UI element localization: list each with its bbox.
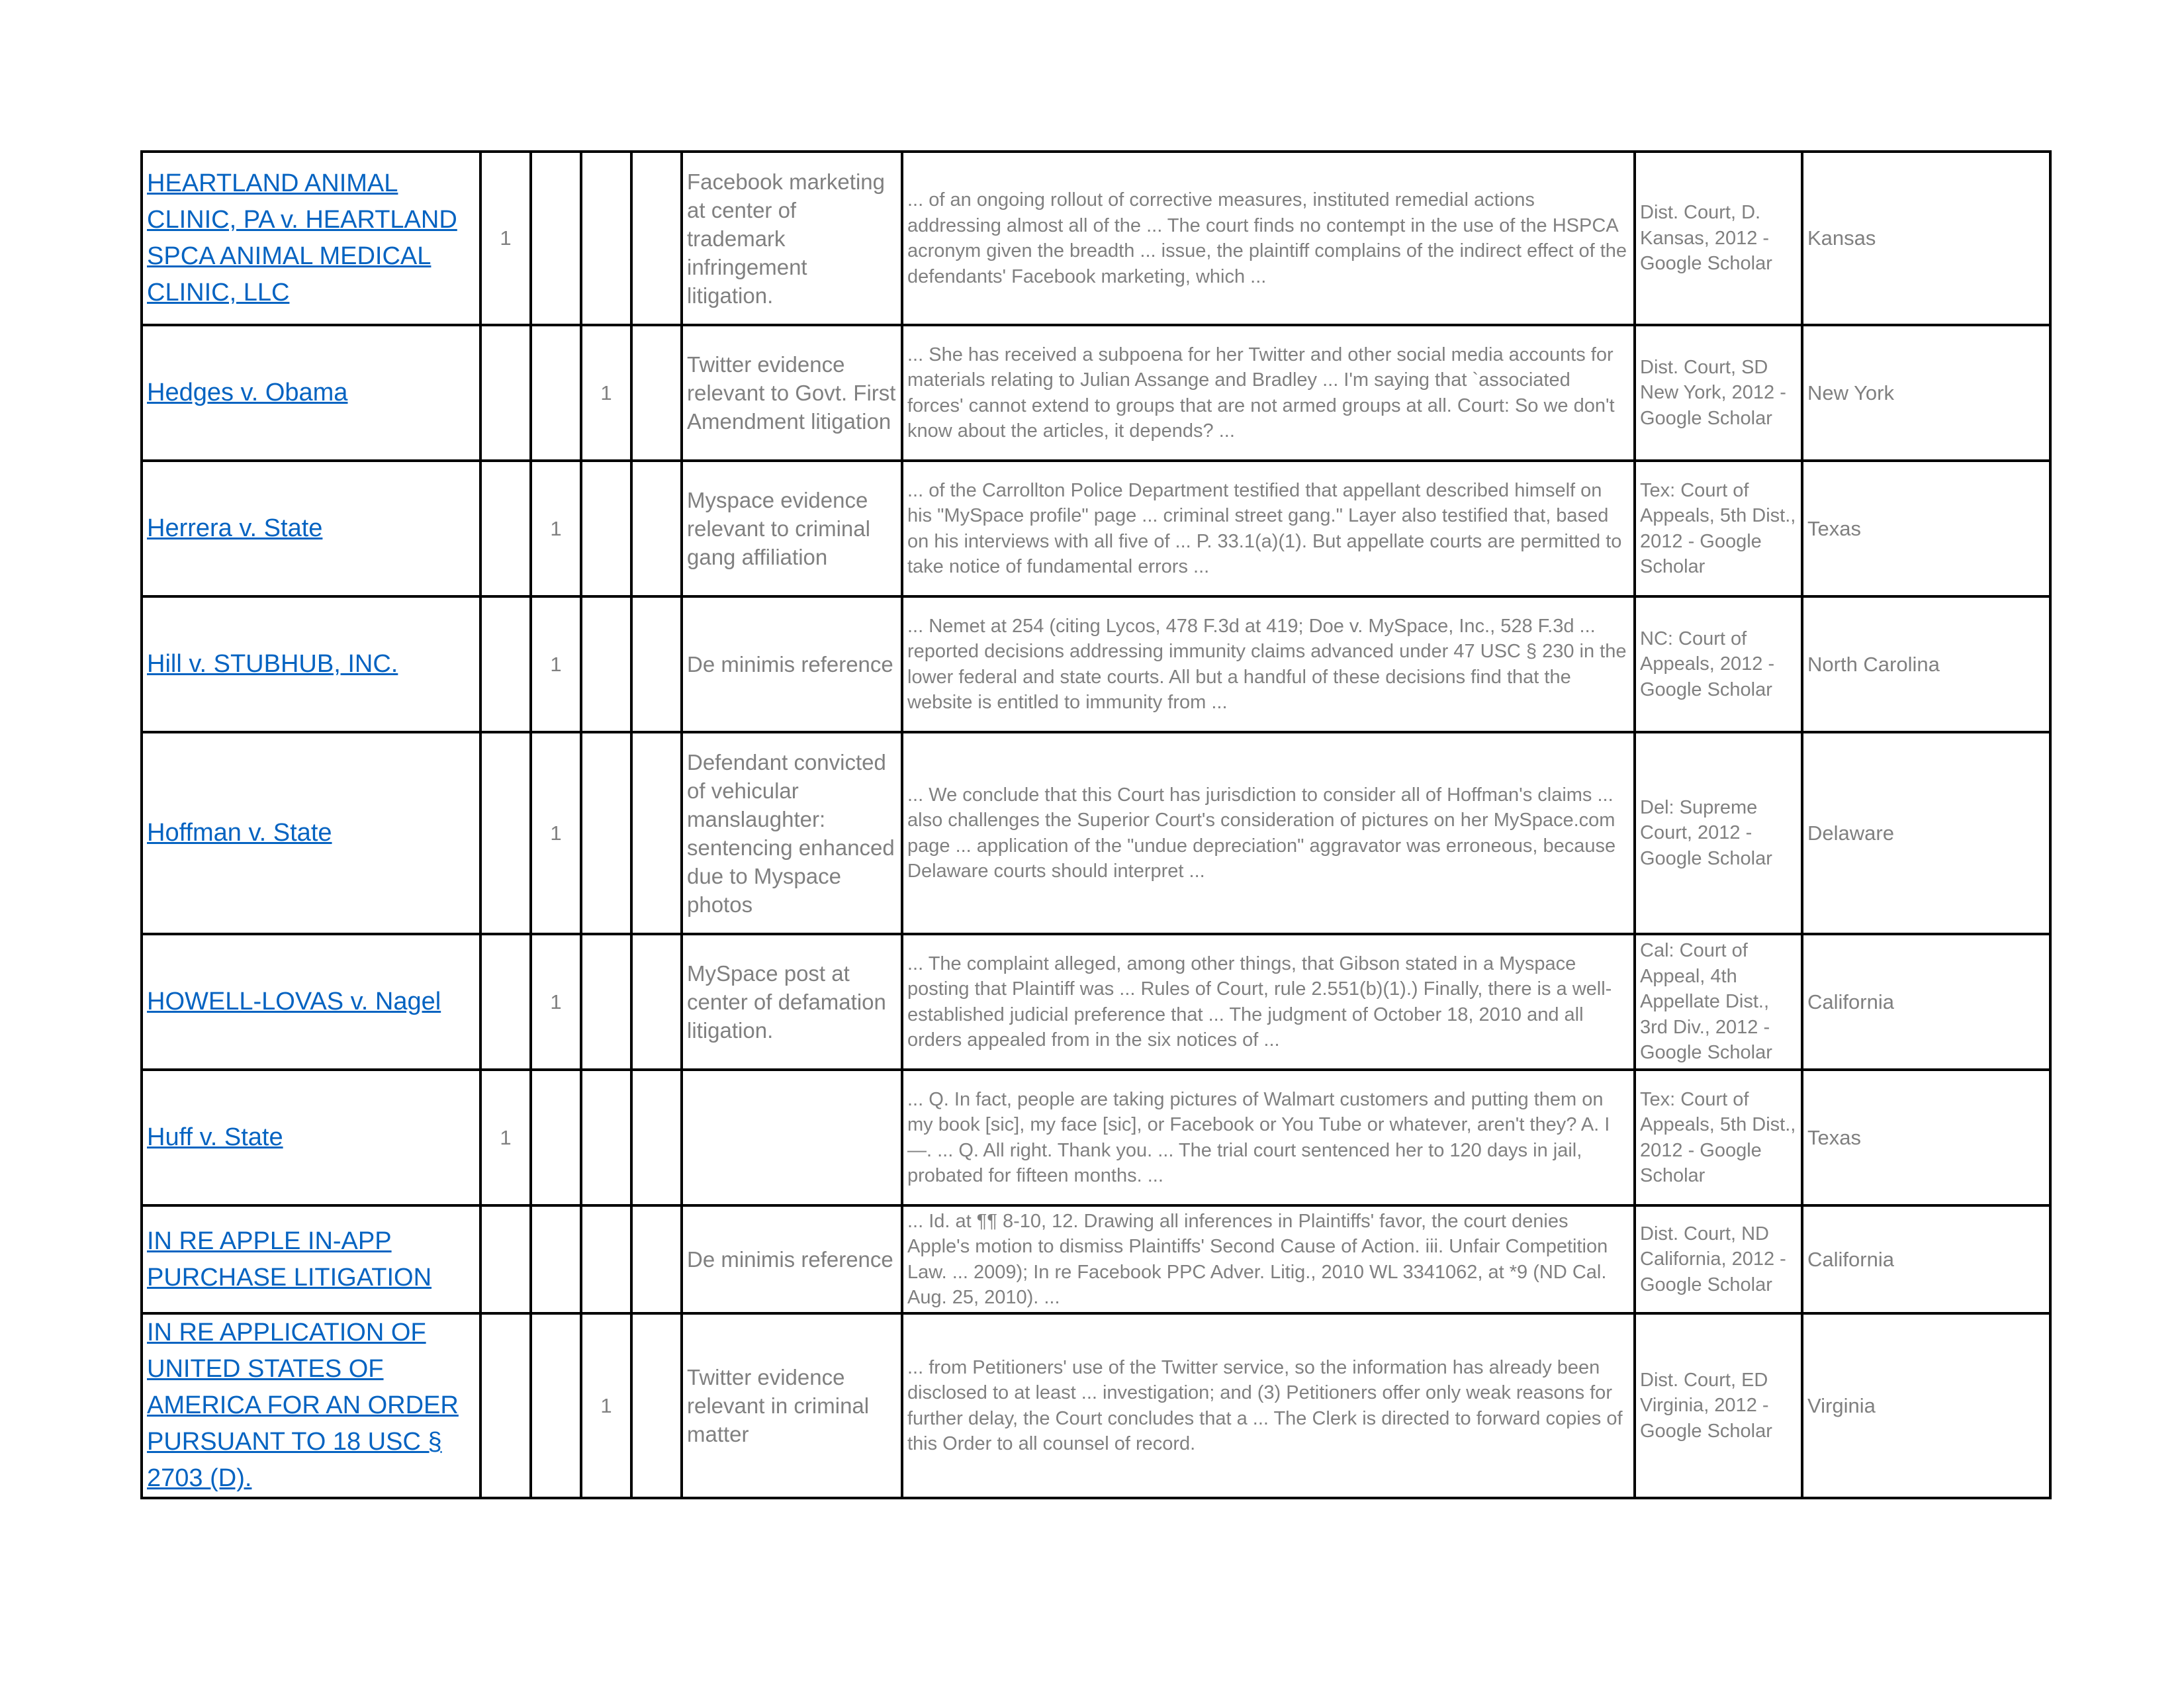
flag-cell-2: 1 [531,461,581,596]
table-row [142,1070,2050,1205]
case-link[interactable]: IN RE APPLICATION OF UNITED STATES OF AMERICA FOR AN ORDER PURSUANT TO 18 USC § 2703 (D). [147,1319,459,1492]
case-link[interactable]: Huff v. State [147,1123,283,1151]
case-link[interactable]: IN RE APPLE IN-APP PURCHASE LITIGATION [147,1227,432,1291]
flag-cell-3 [581,732,631,934]
flag-cell-4 [631,152,682,325]
excerpt-cell: ... from Petitioners' use of the Twitter service, so the information has already been disclosed to at least ... investigation; and (3) Petitioners offer only weak reasons for further delay, the Court concludes that a ... The Clerk is directed to forward copies of this Order to all counsel of record. [902,1313,1635,1498]
court-cell: Cal: Court of Appeal, 4th Appellate Dist., 3rd Div., 2012 - Google Scholar [1635,934,1802,1070]
excerpt-cell: ... of the Carrollton Police Department testified that appellant described himself on his "MySpace profile" page ... criminal street gang." Layer also testified that, based on his interviews with all five of ... P. 33.1(a)(1). But appellate courts are permitted to take notice of fundamental errors ... [902,461,1635,596]
flag-cell-2 [531,1205,581,1313]
excerpt-cell: ... She has received a subpoena for her Twitter and other social media accounts for materials relating to Julian Assange and Bradley ... I'm saying that `associated forces' cannot extend to groups that are not armed groups at all. Court: So we don't know about the articles, it depends? ... [902,325,1635,461]
flag-cell-3 [581,1205,631,1313]
flag-cell-1 [480,596,531,732]
description-cell: Twitter evidence relevant to Govt. First Amendment litigation [682,325,902,461]
flag-cell-4 [631,461,682,596]
table-row [142,461,2050,596]
court-cell: Dist. Court, D. Kansas, 2012 - Google Scholar [1635,152,1802,325]
excerpt-cell: ... The complaint alleged, among other things, that Gibson stated in a Myspace posting that Plaintiff was ... Rules of Court, rule 2.551(b)(1).) Finally, there is a well-established judicial preference that ... The judgment of October 18, 2010 and all orders appealed from in the six notices of ... [902,934,1635,1070]
flag-cell-2: 1 [531,934,581,1070]
flag-cell-3: 1 [581,1313,631,1498]
excerpt-cell: ... Id. at ¶¶ 8-10, 12. Drawing all inferences in Plaintiffs' favor, the court denies Apple's motion to dismiss Plaintiffs' Second Cause of Action. iii. Unfair Competition Law. ... 2009); In re Facebook PPC Adver. Litig., 2010 WL 3341062, at *9 (ND Cal. Aug. 25, 2010). ... [902,1205,1635,1313]
state-cell: New York [1802,325,2050,461]
description-cell: Defendant convicted of vehicular manslaughter: sentencing enhanced due to Myspace photos [682,732,902,934]
case-table [140,150,2052,1499]
flag-cell-4 [631,1205,682,1313]
court-cell: Tex: Court of Appeals, 5th Dist., 2012 - Google Scholar [1635,461,1802,596]
flag-cell-1 [480,1205,531,1313]
flag-cell-2 [531,1313,581,1498]
flag-cell-3 [581,461,631,596]
state-cell: Delaware [1802,732,2050,934]
court-cell: Tex: Court of Appeals, 5th Dist., 2012 - Google Scholar [1635,1070,1802,1205]
state-cell: North Carolina [1802,596,2050,732]
case-link[interactable]: Hedges v. Obama [147,379,348,406]
flag-cell-1 [480,934,531,1070]
court-cell: Del: Supreme Court, 2012 - Google Scholar [1635,732,1802,934]
table-row [142,934,2050,1070]
description-cell: MySpace post at center of defamation litigation. [682,934,902,1070]
state-cell: Virginia [1802,1313,2050,1498]
court-cell: Dist. Court, ND California, 2012 - Google Scholar [1635,1205,1802,1313]
excerpt-cell: ... Q. In fact, people are taking pictures of Walmart customers and putting them on my book [sic], my face [sic], or Facebook or You Tube or whatever, aren't they? A. I—. ... Q. All right. Thank you. ... The trial court sentenced her to 120 days in jail, probated for fifteen months. ... [902,1070,1635,1205]
case-name-cell [142,1205,480,1313]
table-row [142,325,2050,461]
flag-cell-2: 1 [531,596,581,732]
state-cell: Texas [1802,1070,2050,1205]
case-link[interactable]: Hill v. STUBHUB, INC. [147,650,398,678]
flag-cell-3 [581,596,631,732]
state-cell: Kansas [1802,152,2050,325]
table-row [142,732,2050,934]
table-row [142,1313,2050,1498]
flag-cell-2 [531,1070,581,1205]
court-cell: Dist. Court, ED Virginia, 2012 - Google Scholar [1635,1313,1802,1498]
case-name-cell [142,1070,480,1205]
flag-cell-4 [631,732,682,934]
case-name-cell [142,732,480,934]
flag-cell-1 [480,461,531,596]
flag-cell-3 [581,152,631,325]
excerpt-cell: ... Nemet at 254 (citing Lycos, 478 F.3d at 419; Doe v. MySpace, Inc., 528 F.3d ... reported decisions addressing immunity claims advanced under 47 USC § 230 in the lower federal and state courts. All but a handful of these decisions find that the website is entitled to immunity from ... [902,596,1635,732]
flag-cell-4 [631,1070,682,1205]
description-cell: Myspace evidence relevant to criminal gang affiliation [682,461,902,596]
flag-cell-2 [531,325,581,461]
state-cell: California [1802,1205,2050,1313]
flag-cell-1: 1 [480,1070,531,1205]
description-cell [682,1070,902,1205]
flag-cell-4 [631,325,682,461]
flag-cell-3: 1 [581,325,631,461]
flag-cell-1 [480,325,531,461]
excerpt-cell: ... of an ongoing rollout of corrective measures, instituted remedial actions addressing almost all of the ... The court finds no contempt in the use of the HSPCA acronym given the breadth ... issue, the plaintiff complains of the indirect effect of the defendants' Facebook marketing, which ... [902,152,1635,325]
flag-cell-1 [480,732,531,934]
case-link[interactable]: Hoffman v. State [147,819,332,847]
case-link[interactable]: Herrera v. State [147,514,323,542]
description-cell: Facebook marketing at center of trademark infringement litigation. [682,152,902,325]
flag-cell-4 [631,596,682,732]
description-cell: De minimis reference [682,1205,902,1313]
flag-cell-1 [480,1313,531,1498]
flag-cell-3 [581,1070,631,1205]
flag-cell-2: 1 [531,732,581,934]
excerpt-cell: ... We conclude that this Court has jurisdiction to consider all of Hoffman's claims ... also challenges the Superior Court's consideration of pictures on her MySpace.com page ... application of the "undue depreciation" aggravator was erroneous, because Delaware courts should interpret ... [902,732,1635,934]
flag-cell-3 [581,934,631,1070]
description-cell: Twitter evidence relevant in criminal matter [682,1313,902,1498]
case-name-cell [142,596,480,732]
state-cell: California [1802,934,2050,1070]
court-cell: NC: Court of Appeals, 2012 - Google Scholar [1635,596,1802,732]
table-row [142,596,2050,732]
case-name-cell [142,325,480,461]
flag-cell-2 [531,152,581,325]
flag-cell-1: 1 [480,152,531,325]
flag-cell-4 [631,1313,682,1498]
case-name-cell [142,1313,480,1498]
case-link[interactable]: HOWELL-LOVAS v. Nagel [147,988,441,1015]
state-cell: Texas [1802,461,2050,596]
case-link[interactable]: HEARTLAND ANIMAL CLINIC, PA v. HEARTLAND SPCA ANIMAL MEDICAL CLINIC, LLC [147,169,457,306]
court-cell: Dist. Court, SD New York, 2012 - Google Scholar [1635,325,1802,461]
description-cell: De minimis reference [682,596,902,732]
case-name-cell [142,461,480,596]
case-rows [142,152,2050,1498]
table-row [142,152,2050,325]
case-name-cell [142,934,480,1070]
table-row [142,1205,2050,1313]
flag-cell-4 [631,934,682,1070]
case-name-cell [142,152,480,325]
